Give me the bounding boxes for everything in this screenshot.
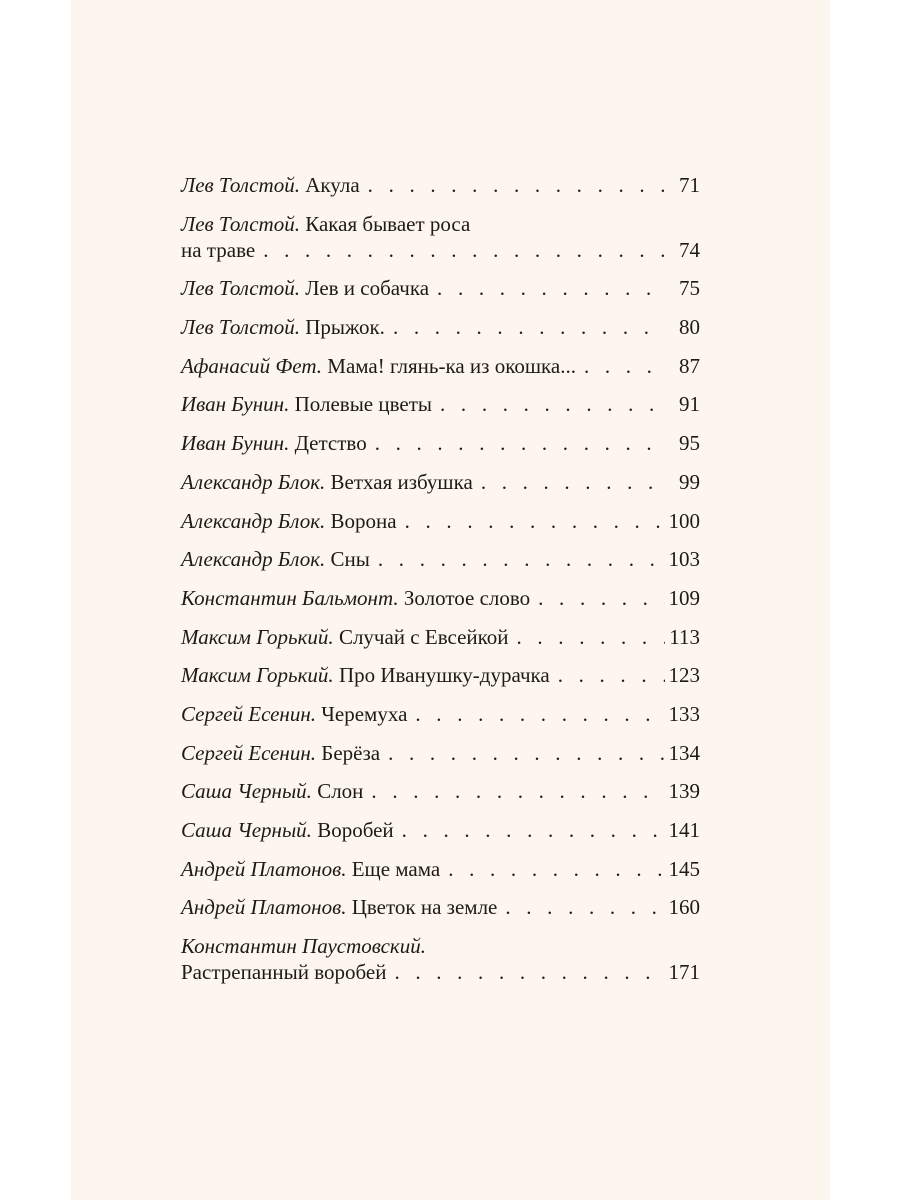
toc-page-number: 80 <box>679 315 700 340</box>
toc-entry-text <box>181 933 700 959</box>
dot-leader <box>368 172 666 198</box>
dot-leader <box>405 508 665 534</box>
toc-entry <box>181 469 700 495</box>
toc-line <box>181 894 700 920</box>
toc-line <box>181 469 700 495</box>
toc-entry <box>181 894 700 920</box>
toc-title: Акула <box>299 173 360 197</box>
dot-leader <box>448 856 664 882</box>
toc-entry-text <box>181 701 407 727</box>
toc-author: Александр Блок. <box>181 469 326 494</box>
toc-page-number: 109 <box>668 585 700 610</box>
toc-line <box>181 508 700 534</box>
toc-entry <box>181 624 700 650</box>
toc-page-number: 95 <box>679 431 700 456</box>
dot-leader <box>394 959 664 985</box>
toc-author: Лев Толстой. <box>181 211 300 236</box>
toc-entry <box>181 546 700 572</box>
toc-entry <box>181 430 700 456</box>
toc-title: Золотое слово <box>398 585 531 610</box>
toc-page-number: 141 <box>668 818 700 842</box>
dot-leader <box>378 546 665 572</box>
toc-entry <box>181 172 700 198</box>
toc-entry-text <box>181 624 509 650</box>
toc-author: Константин Бальмонт. <box>181 585 399 610</box>
toc-title: Цветок на земле <box>346 895 498 920</box>
toc-entry-text <box>181 662 550 688</box>
dot-leader <box>538 585 664 611</box>
toc-page-number: 87 <box>679 353 700 378</box>
toc-author: Сергей Есенин. <box>181 740 317 765</box>
dot-leader <box>584 353 666 379</box>
dot-leader <box>437 275 666 301</box>
toc-page-number: 91 <box>679 392 700 417</box>
dot-leader <box>481 469 666 495</box>
dot-leader <box>371 778 664 804</box>
toc-line <box>181 546 700 572</box>
toc-entry <box>181 585 700 611</box>
toc-page-number: 100 <box>668 508 700 533</box>
toc-entry <box>181 740 700 766</box>
toc-line <box>181 701 700 727</box>
toc-author: Александр Блок. <box>181 508 326 533</box>
toc-entry-text <box>181 894 497 920</box>
toc-title-continued: Растрепанный воробей <box>181 960 387 985</box>
toc-title: Сны <box>325 547 370 572</box>
table-of-contents <box>181 172 700 998</box>
dot-leader <box>263 237 666 263</box>
toc-entry <box>181 817 700 843</box>
toc-entry <box>181 778 700 804</box>
toc-line <box>181 778 700 804</box>
dot-leader <box>558 662 665 688</box>
dot-leader <box>415 701 664 727</box>
toc-entry-text <box>181 508 397 534</box>
toc-entry-text <box>181 585 530 611</box>
toc-line <box>181 430 700 456</box>
toc-title: Мама! глянь-ка из окошка... <box>322 353 576 378</box>
toc-author: Андрей Платонов. <box>181 895 347 920</box>
toc-entry-text <box>181 856 440 882</box>
toc-page-number: 160 <box>668 895 700 920</box>
toc-line <box>181 740 700 766</box>
toc-line <box>181 353 700 379</box>
toc-line <box>181 817 700 843</box>
toc-page-number: 103 <box>668 547 700 572</box>
toc-entry-text <box>181 314 385 340</box>
toc-entry <box>181 353 700 379</box>
dot-leader <box>388 740 664 766</box>
toc-author: Иван Бунин. <box>181 392 290 417</box>
toc-author: Лев Толстой. <box>181 173 300 197</box>
toc-line <box>181 237 700 263</box>
toc-author: Саша Черный. <box>181 818 312 842</box>
toc-page-number: 145 <box>668 856 700 881</box>
toc-title: Черемуха <box>316 701 408 726</box>
toc-author: Максим Горький. <box>181 663 334 688</box>
toc-line <box>181 959 700 985</box>
toc-line <box>181 172 700 198</box>
toc-author: Лев Толстой. <box>181 315 300 340</box>
toc-page-number: 123 <box>668 663 700 688</box>
toc-author: Александр Блок. <box>181 547 326 572</box>
toc-entry <box>181 662 700 688</box>
toc-entry-text <box>181 275 429 301</box>
toc-line <box>181 662 700 688</box>
toc-title: Ветхая избушка <box>325 469 473 494</box>
toc-line <box>181 275 700 301</box>
toc-title: Лев и собачка <box>299 276 430 301</box>
toc-entry <box>181 508 700 534</box>
toc-page-number: 113 <box>669 624 700 649</box>
toc-title: Случай с Евсейкой <box>333 624 509 649</box>
toc-title: Детство <box>289 431 367 456</box>
toc-author: Лев Толстой. <box>181 276 300 301</box>
toc-title: Слон <box>311 779 364 804</box>
dot-leader <box>505 894 664 920</box>
toc-entry <box>181 275 700 301</box>
dot-leader <box>393 314 666 340</box>
toc-author: Иван Бунин. <box>181 431 290 456</box>
toc-page-number: 99 <box>679 469 700 494</box>
toc-entry-text <box>181 211 700 237</box>
toc-page-number: 74 <box>679 237 700 262</box>
toc-entry-text <box>181 740 380 766</box>
dot-leader <box>375 430 666 456</box>
toc-title: Про Иванушку-дурачка <box>333 663 550 688</box>
toc-page-number: 139 <box>668 779 700 804</box>
toc-title: Ворона <box>325 508 397 533</box>
toc-entry-text <box>181 172 360 198</box>
toc-author: Сергей Есенин. <box>181 701 317 726</box>
dot-leader <box>517 624 666 650</box>
toc-entry <box>181 701 700 727</box>
toc-entry-text <box>181 778 363 804</box>
toc-page-number: 133 <box>668 701 700 726</box>
toc-title: Воробей <box>311 818 394 842</box>
toc-author: Константин Паустовский. <box>181 934 426 959</box>
toc-line <box>181 314 700 340</box>
toc-author: Саша Черный. <box>181 779 312 804</box>
toc-line <box>181 585 700 611</box>
dot-leader <box>402 817 665 843</box>
toc-entry <box>181 211 700 263</box>
toc-line <box>181 391 700 417</box>
toc-line <box>181 856 700 882</box>
toc-author: Андрей Платонов. <box>181 856 347 881</box>
toc-title: Еще мама <box>346 856 441 881</box>
toc-entry <box>181 933 700 985</box>
toc-page-number: 71 <box>679 173 700 197</box>
toc-line <box>181 624 700 650</box>
toc-page-number: 75 <box>679 276 700 301</box>
toc-entry-text <box>181 430 367 456</box>
toc-entry-text <box>181 353 576 379</box>
dot-leader <box>440 391 666 417</box>
toc-title: Прыжок. <box>299 315 385 340</box>
toc-entry <box>181 314 700 340</box>
toc-entry-text <box>181 546 370 572</box>
toc-entry-text <box>181 469 473 495</box>
toc-title: Берёза <box>316 740 381 765</box>
toc-entry <box>181 391 700 417</box>
toc-entry <box>181 856 700 882</box>
toc-entry-text <box>181 817 394 843</box>
toc-title-continued: на траве <box>181 237 256 262</box>
toc-entry-text <box>181 391 432 417</box>
toc-page-number: 171 <box>668 960 700 985</box>
toc-author: Афанасий Фет. <box>181 353 323 378</box>
toc-page-number: 134 <box>668 740 700 765</box>
toc-title: Полевые цветы <box>289 392 433 417</box>
toc-title: Какая бывает роса <box>299 211 471 236</box>
toc-author: Максим Горький. <box>181 624 334 649</box>
